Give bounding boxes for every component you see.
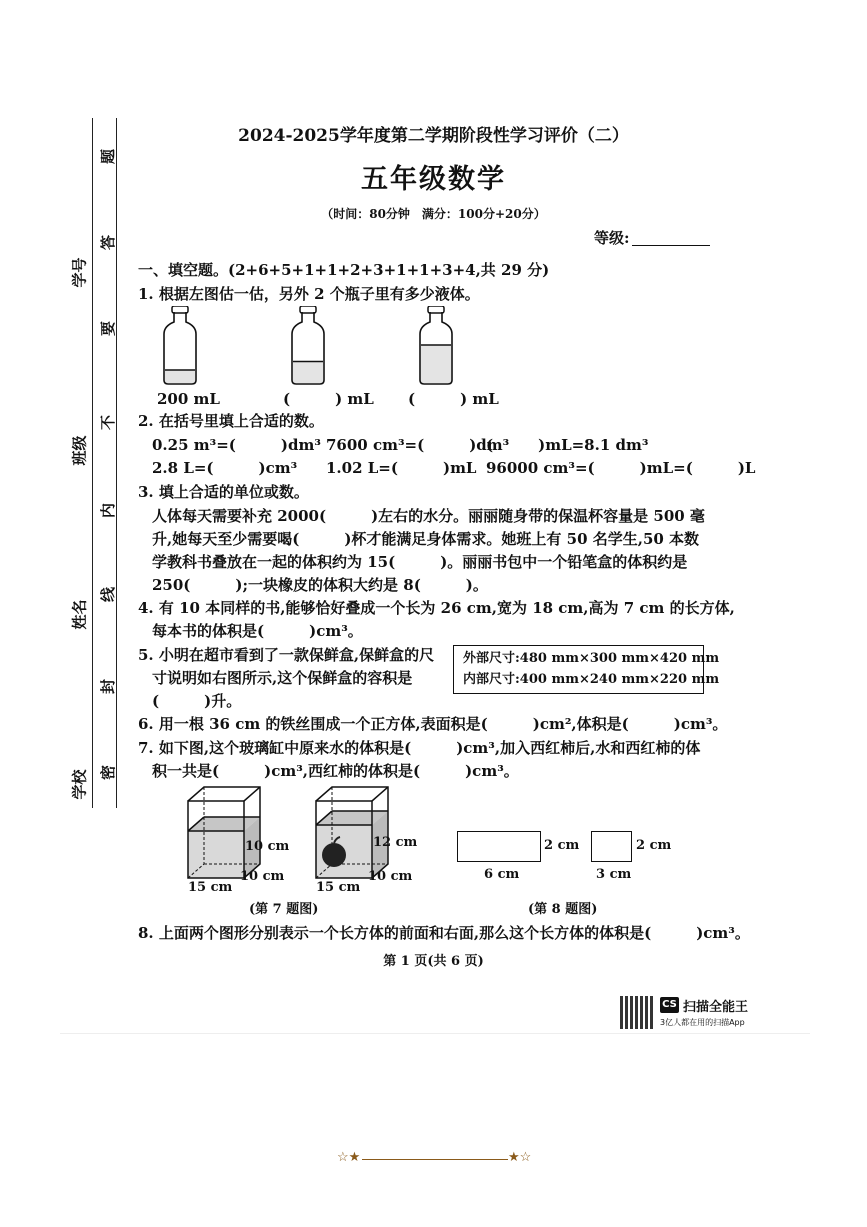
qr-code-icon — [620, 996, 653, 1029]
q6-text: 6. 用一根 36 cm 的铁丝围成一个正方体,表面积是( )cm²,体积是( )cm³。 — [138, 715, 728, 733]
q7-line: 积一共是( )cm³,西红柿的体积是( )cm³。 — [152, 762, 519, 780]
q1-bottles — [150, 306, 570, 388]
margin-char: 线 — [99, 586, 118, 603]
margin-char: 答 — [99, 234, 118, 251]
q2-item: 2.8 L=( )cm³ — [152, 459, 298, 477]
grade-blank[interactable] — [632, 245, 710, 246]
q4-line: 每本书的体积是( )cm³。 — [152, 622, 363, 640]
margin-char: 题 — [99, 148, 118, 165]
q3-line: 学教科书叠放在一起的体积约为 15( )。丽丽书包中一个铅笔盒的体积约是 — [152, 553, 688, 571]
student-field-class: 班级 — [70, 435, 89, 466]
fig2-depth: 10 cm — [368, 869, 413, 884]
q3-line: 人体每天需要补充 2000( )左右的水分。丽丽随身带的保温杯容量是 500 毫 — [152, 507, 705, 525]
q5-line: 寸说明如右图所示,这个保鲜盒的容积是 — [152, 669, 413, 687]
grade-label: 等级: — [594, 229, 630, 247]
bottle-1 — [164, 306, 196, 384]
fig1-depth: 10 cm — [240, 869, 285, 884]
fig2-width: 15 cm — [316, 880, 361, 895]
q2-item: 0.25 m³=( )dm³ — [152, 436, 321, 454]
q2-item: 1.02 L=( )mL — [326, 459, 477, 477]
q2-item: 7600 cm³=( )dm³ — [326, 436, 510, 454]
scanner-name: 扫描全能王 — [683, 1000, 749, 1015]
q5-size-box — [453, 645, 720, 694]
q8-text: 8. 上面两个图形分别表示一个长方体的前面和右面,那么这个长方体的体积是( )cm³。 — [138, 924, 750, 942]
tank-1 — [188, 787, 260, 878]
fig1-height: 10 cm — [245, 839, 290, 854]
outer-size: 外部尺寸:480 mm×300 mm×420 mm — [463, 651, 720, 666]
subject-title: 五年级数学 — [361, 164, 506, 195]
q7-caption: (第 7 题图) — [249, 902, 319, 917]
stars-right: ★☆ — [508, 1150, 532, 1165]
bottle-2 — [292, 306, 324, 384]
q1-text: 1. 根据左图估一估，另外 2 个瓶子里有多少液体。 — [138, 285, 480, 303]
q5-line: ( )升。 — [152, 692, 242, 710]
decor-line — [362, 1159, 508, 1160]
margin-char: 封 — [99, 678, 118, 695]
margin-char: 密 — [99, 764, 118, 781]
q3-line: 250( );一块橡皮的体积大约是 8( )。 — [152, 576, 488, 594]
exam-info: （时间：80分钟 满分：100分+20分） — [321, 207, 546, 221]
rect-right — [591, 831, 632, 862]
q2-item: 96000 cm³=( )mL=( )L — [486, 459, 756, 477]
q3-line: 升,她每天至少需要喝( )杯才能满足身体需求。她班上有 50 名学生,50 本数 — [152, 530, 700, 548]
bottle-label: 200 mL — [157, 390, 220, 408]
rect1-height: 2 cm — [544, 838, 580, 853]
scanner-slogan: 3亿人都在用的扫描App — [660, 1018, 745, 1027]
section-heading: 一、填空题。(2+6+5+1+1+2+3+1+1+3+4,共 29 分) — [138, 261, 550, 279]
bottle-label: ( ) mL — [408, 390, 499, 408]
exam-title: 2024-2025学年度第二学期阶段性学习评价（二） — [238, 126, 629, 146]
margin-char: 要 — [99, 320, 118, 337]
fig2-height: 12 cm — [373, 835, 418, 850]
bottle-3 — [420, 306, 452, 384]
student-field-school: 学校 — [70, 769, 89, 800]
page-number: 第 1 页(共 6 页) — [383, 954, 484, 969]
scanner-logo-icon: CS — [660, 997, 679, 1013]
rect2-height: 2 cm — [636, 838, 672, 853]
student-field-name: 姓名 — [70, 599, 89, 630]
q2-item: ( )mL=8.1 dm³ — [486, 436, 649, 454]
fig1-width: 15 cm — [188, 880, 233, 895]
q3-text: 3. 填上合适的单位或数。 — [138, 483, 309, 501]
rect-front — [457, 831, 541, 862]
q7-line: 7. 如下图,这个玻璃缸中原来水的体积是( )cm³,加入西红柿后,水和西红柿的体 — [138, 739, 701, 757]
q5-line: 5. 小明在超市看到了一款保鲜盒,保鲜盒的尺 — [138, 646, 435, 664]
margin-char: 内 — [99, 502, 118, 519]
q8-caption: (第 8 题图) — [528, 902, 598, 917]
page-bottom-divider — [60, 1033, 810, 1034]
margin-char: 不 — [99, 414, 118, 431]
stars-left: ☆★ — [337, 1150, 361, 1165]
q4-line: 4. 有 10 本同样的书,能够恰好叠成一个长为 26 cm,宽为 18 cm,高为 7 cm 的长方体, — [138, 599, 735, 617]
bottle-label: ( ) mL — [283, 390, 374, 408]
inner-size: 内部尺寸:400 mm×240 mm×220 mm — [463, 672, 720, 687]
rect1-width: 6 cm — [484, 867, 520, 882]
student-field-id: 学号 — [70, 257, 89, 288]
rect2-width: 3 cm — [596, 867, 632, 882]
q2-text: 2. 在括号里填上合适的数。 — [138, 412, 324, 430]
